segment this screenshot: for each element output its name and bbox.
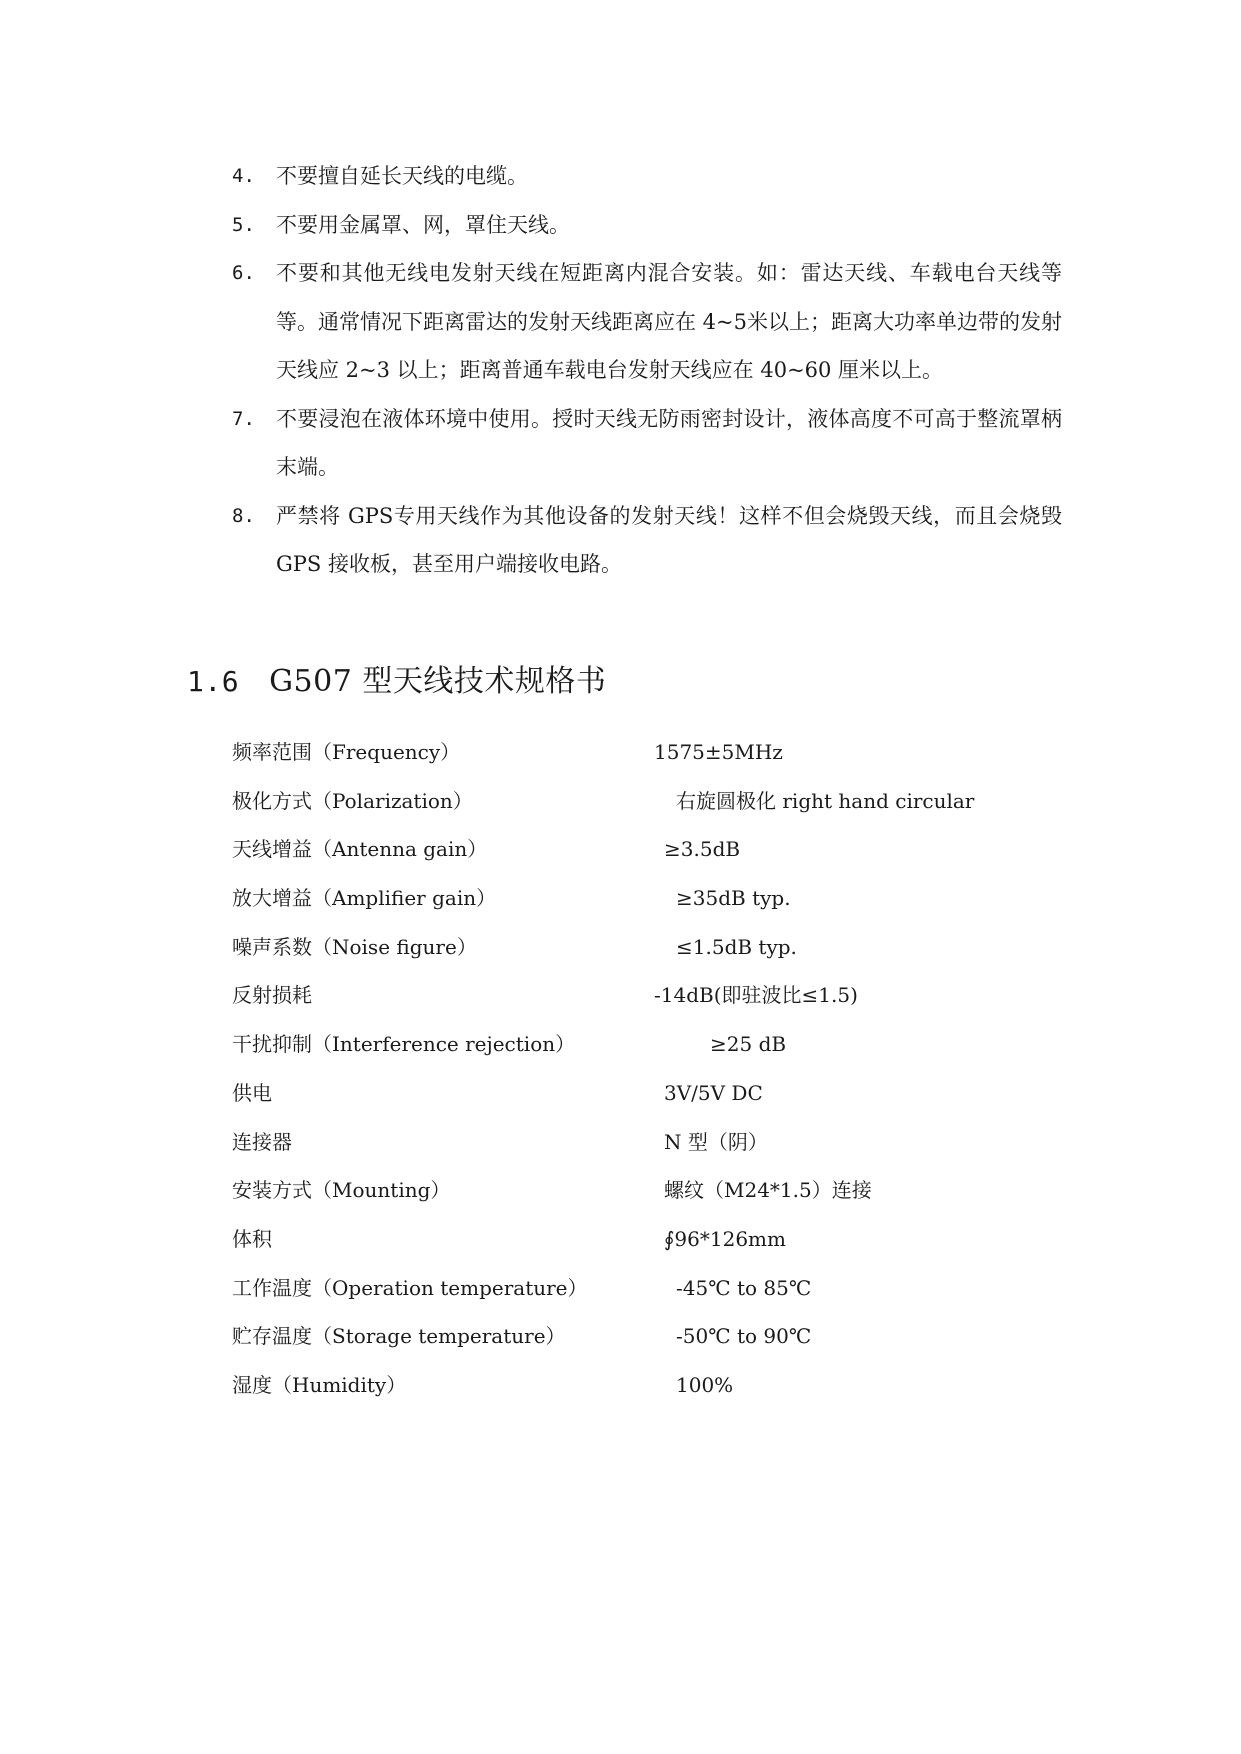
spec-row [232, 1020, 1062, 1069]
list-item [232, 152, 1062, 201]
spec-value: ≥35dB typ. [676, 886, 791, 911]
spec-label: 噪声系数（Noise figure） [232, 934, 477, 959]
spec-row [232, 1264, 1062, 1313]
spec-row [232, 1166, 1062, 1215]
spec-value: ≤1.5dB typ. [676, 934, 797, 959]
spec-label: 极化方式（Polarization） [232, 788, 473, 813]
spec-row [232, 971, 1062, 1020]
spec-row [232, 1215, 1062, 1264]
spec-value: ∮96*126mm [664, 1226, 786, 1251]
spec-value: 1575±5MHz [654, 740, 783, 764]
spec-label: 工作温度（Operation temperature） [232, 1275, 588, 1300]
spec-value: N 型（阴） [664, 1129, 768, 1154]
item-text: 不要用金属罩、网，罩住天线。 [276, 212, 570, 237]
spec-label: 贮存温度（Storage temperature） [232, 1324, 566, 1349]
spec-value: -45℃ to 85℃ [676, 1275, 812, 1300]
spec-row [232, 825, 1062, 874]
spec-value: 100% [676, 1372, 734, 1397]
list-item [232, 395, 1062, 492]
spec-value: ≥25 dB [710, 1032, 787, 1057]
list-item [232, 201, 1062, 250]
spec-label: 频率范围（Frequency） [232, 740, 461, 764]
spec-label: 安装方式（Mounting） [232, 1178, 451, 1203]
item-text: 不要浸泡在液体环境中使用。授时天线无防雨密封设计，液体高度不可高于整流罩柄末端。 [276, 406, 1062, 479]
spec-value: 右旋圆极化 right hand circular [676, 788, 975, 813]
spec-row [232, 777, 1062, 826]
spec-value: ≥3.5dB [664, 837, 741, 862]
list-item [232, 492, 1062, 589]
item-number: 7. [232, 407, 255, 430]
item-number: 8. [232, 504, 255, 527]
spec-label: 天线增益（Antenna gain） [232, 837, 488, 862]
spec-label: 体积 [232, 1226, 272, 1251]
spec-row [232, 923, 1062, 972]
spec-label: 干扰抑制（Interference rejection） [232, 1032, 576, 1057]
spec-row [232, 1312, 1062, 1361]
spec-value: -14dB(即驻波比≤1.5) [654, 983, 858, 1008]
item-text: 不要和其他无线电发射天线在短距离内混合安装。如：雷达天线、车载电台天线等等。通常情况下距离雷达的发射天线距离应在 4~5米以上；距离大功率单边带的发射天线应 2~3 以上；距离普通车载电台发射天线应在 40~60 厘米以上。 [276, 261, 1062, 382]
spec-table [232, 728, 1062, 1410]
spec-label: 放大增益（Amplifier gain） [232, 886, 497, 911]
list-item [232, 249, 1062, 395]
spec-row [232, 1361, 1062, 1410]
spec-row [232, 1118, 1062, 1167]
spec-row [232, 1069, 1062, 1118]
spec-label: 连接器 [232, 1129, 292, 1154]
spec-row [232, 874, 1062, 923]
spec-label: 湿度（Humidity） [232, 1372, 407, 1397]
item-number: 6. [232, 262, 255, 284]
spec-value: 螺纹（M24*1.5）连接 [664, 1178, 872, 1203]
section-number: 1.6 [187, 665, 240, 698]
spec-row [232, 728, 1062, 777]
item-text: 严禁将 GPS专用天线作为其他设备的发射天线！这样不但会烧毁天线，而且会烧毁 GPS 接收板，甚至用户端接收电路。 [276, 503, 1062, 576]
section-heading [187, 660, 606, 704]
item-number: 4. [232, 165, 255, 187]
item-number: 5. [232, 213, 255, 236]
spec-value: 3V/5V DC [664, 1080, 763, 1105]
item-text: 不要擅自延长天线的电缆。 [276, 164, 528, 188]
spec-label: 供电 [232, 1080, 272, 1105]
section-title: G507 型天线技术规格书 [269, 664, 607, 699]
spec-value: -50℃ to 90℃ [676, 1324, 812, 1349]
spec-label: 反射损耗 [232, 983, 312, 1008]
precautions-list [232, 152, 1062, 589]
